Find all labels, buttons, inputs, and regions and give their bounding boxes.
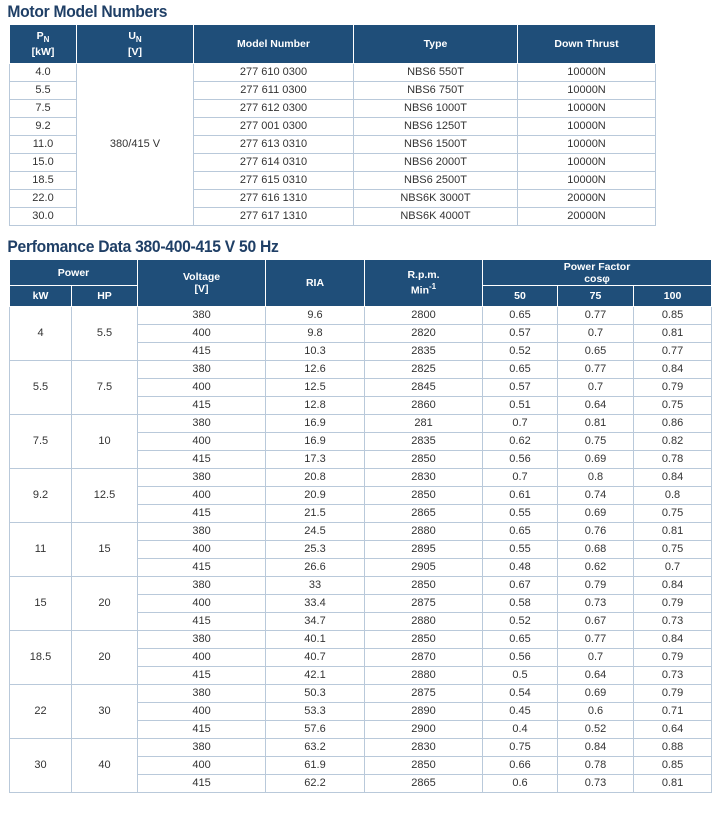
cell-voltage: 380: [138, 307, 266, 325]
cell-voltage: 380: [138, 523, 266, 541]
cell-model-number: 277 001 0300: [194, 118, 354, 136]
table-row: [10, 64, 656, 82]
cell-ria: 40.1: [266, 631, 365, 649]
cell-pn: 4.0: [10, 64, 77, 82]
cell-pf-75: 0.76: [558, 523, 634, 541]
cell-voltage: 400: [138, 757, 266, 775]
cell-hp: 7.5: [72, 361, 138, 415]
table-row: [10, 577, 712, 595]
cell-pf-50: 0.57: [483, 379, 558, 397]
cell-pf-75: 0.65: [558, 343, 634, 361]
cell-pn: 11.0: [10, 136, 77, 154]
cell-pf-100: 0.79: [634, 595, 712, 613]
cell-ria: 62.2: [266, 775, 365, 793]
cell-rpm: 2825: [365, 361, 483, 379]
cell-rpm: 281: [365, 415, 483, 433]
cell-voltage: 415: [138, 775, 266, 793]
cell-down-thrust: 10000N: [518, 136, 656, 154]
header-model-number: Model Number: [194, 25, 354, 64]
cell-pf-75: 0.7: [558, 325, 634, 343]
cell-pf-100: 0.81: [634, 775, 712, 793]
cell-type: NBS6 1500T: [354, 136, 518, 154]
cell-pf-50: 0.65: [483, 361, 558, 379]
cell-rpm: 2850: [365, 631, 483, 649]
cell-pf-100: 0.8: [634, 487, 712, 505]
performance-table: [9, 259, 712, 793]
cell-down-thrust: 20000N: [518, 190, 656, 208]
cell-pn: 22.0: [10, 190, 77, 208]
cell-ria: 9.8: [266, 325, 365, 343]
cell-voltage: 415: [138, 559, 266, 577]
cell-pf-50: 0.54: [483, 685, 558, 703]
cell-voltage: 415: [138, 505, 266, 523]
cell-pf-50: 0.56: [483, 451, 558, 469]
cell-voltage: 415: [138, 343, 266, 361]
cell-pf-100: 0.75: [634, 541, 712, 559]
header-hp: HP: [72, 286, 138, 307]
cell-ria: 57.6: [266, 721, 365, 739]
motor-section-title: Motor Model Numbers: [7, 2, 168, 21]
cell-pf-50: 0.55: [483, 541, 558, 559]
header-kw: kW: [10, 286, 72, 307]
cell-pf-100: 0.82: [634, 433, 712, 451]
cell-ria: 61.9: [266, 757, 365, 775]
header-pf-75: 75: [558, 286, 634, 307]
cell-pf-50: 0.7: [483, 415, 558, 433]
cell-pf-100: 0.78: [634, 451, 712, 469]
cell-pf-75: 0.67: [558, 613, 634, 631]
cell-model-number: 277 616 1310: [194, 190, 354, 208]
cell-pf-50: 0.5: [483, 667, 558, 685]
cell-rpm: 2895: [365, 541, 483, 559]
cell-type: NBS6 750T: [354, 82, 518, 100]
cell-hp: 40: [72, 739, 138, 793]
cell-model-number: 277 613 0310: [194, 136, 354, 154]
cell-voltage: 380: [138, 415, 266, 433]
cell-voltage: 380: [138, 631, 266, 649]
cell-pf-100: 0.84: [634, 631, 712, 649]
cell-pf-50: 0.57: [483, 325, 558, 343]
cell-pf-75: 0.62: [558, 559, 634, 577]
cell-ria: 16.9: [266, 433, 365, 451]
table-row: [10, 739, 712, 757]
cell-voltage: 380/415 V: [77, 64, 194, 226]
cell-hp: 12.5: [72, 469, 138, 523]
cell-pf-100: 0.79: [634, 685, 712, 703]
cell-pf-100: 0.84: [634, 469, 712, 487]
header-down-thrust: Down Thrust: [518, 25, 656, 64]
cell-pf-75: 0.7: [558, 379, 634, 397]
cell-pf-50: 0.61: [483, 487, 558, 505]
cell-rpm: 2830: [365, 739, 483, 757]
cell-rpm: 2865: [365, 505, 483, 523]
cell-pf-75: 0.69: [558, 451, 634, 469]
cell-pn: 30.0: [10, 208, 77, 226]
cell-down-thrust: 10000N: [518, 118, 656, 136]
table-row: [10, 361, 712, 379]
cell-pf-75: 0.8: [558, 469, 634, 487]
cell-pf-100: 0.79: [634, 649, 712, 667]
cell-hp: 15: [72, 523, 138, 577]
cell-ria: 17.3: [266, 451, 365, 469]
cell-kw: 15: [10, 577, 72, 631]
cell-pf-100: 0.73: [634, 667, 712, 685]
cell-pf-100: 0.73: [634, 613, 712, 631]
cell-pf-50: 0.6: [483, 775, 558, 793]
cell-voltage: 400: [138, 325, 266, 343]
perf-section-title: Perfomance Data 380-400-415 V 50 Hz: [7, 237, 279, 256]
cell-pf-100: 0.7: [634, 559, 712, 577]
header-type: Type: [354, 25, 518, 64]
cell-voltage: 415: [138, 451, 266, 469]
cell-ria: 33: [266, 577, 365, 595]
cell-rpm: 2880: [365, 667, 483, 685]
cell-down-thrust: 10000N: [518, 82, 656, 100]
cell-pf-50: 0.67: [483, 577, 558, 595]
cell-down-thrust: 10000N: [518, 64, 656, 82]
header-ria: RIA: [266, 260, 365, 307]
cell-rpm: 2820: [365, 325, 483, 343]
cell-rpm: 2830: [365, 469, 483, 487]
cell-rpm: 2850: [365, 487, 483, 505]
cell-pf-50: 0.45: [483, 703, 558, 721]
cell-pf-100: 0.75: [634, 397, 712, 415]
cell-rpm: 2880: [365, 613, 483, 631]
header-pf-100: 100: [634, 286, 712, 307]
cell-ria: 34.7: [266, 613, 365, 631]
cell-pf-50: 0.62: [483, 433, 558, 451]
cell-pf-75: 0.52: [558, 721, 634, 739]
cell-type: NBS6 550T: [354, 64, 518, 82]
cell-rpm: 2875: [365, 685, 483, 703]
cell-ria: 20.9: [266, 487, 365, 505]
cell-voltage: 380: [138, 739, 266, 757]
cell-pf-75: 0.81: [558, 415, 634, 433]
cell-rpm: 2850: [365, 757, 483, 775]
cell-voltage: 415: [138, 667, 266, 685]
cell-voltage: 400: [138, 703, 266, 721]
cell-rpm: 2865: [365, 775, 483, 793]
cell-pf-75: 0.64: [558, 667, 634, 685]
cell-pf-50: 0.55: [483, 505, 558, 523]
cell-rpm: 2860: [365, 397, 483, 415]
cell-pf-100: 0.64: [634, 721, 712, 739]
cell-kw: 18.5: [10, 631, 72, 685]
table-row: [10, 415, 712, 433]
header-pn: $P_N$ [kW]: [10, 25, 77, 64]
cell-hp: 5.5: [72, 307, 138, 361]
header-rpm: R.p.m. Min$^{-1}$: [365, 260, 483, 307]
cell-voltage: 380: [138, 469, 266, 487]
cell-type: NBS6K 4000T: [354, 208, 518, 226]
cell-pf-75: 0.7: [558, 649, 634, 667]
cell-pf-75: 0.84: [558, 739, 634, 757]
cell-pf-50: 0.4: [483, 721, 558, 739]
cell-pn: 5.5: [10, 82, 77, 100]
perf-header-row-1: [10, 260, 712, 286]
cell-pf-75: 0.77: [558, 361, 634, 379]
cell-kw: 30: [10, 739, 72, 793]
cell-type: NBS6 2500T: [354, 172, 518, 190]
table-row: [10, 307, 712, 325]
cell-rpm: 2880: [365, 523, 483, 541]
cell-rpm: 2870: [365, 649, 483, 667]
cell-pf-75: 0.77: [558, 631, 634, 649]
cell-hp: 20: [72, 577, 138, 631]
cell-pf-50: 0.65: [483, 631, 558, 649]
cell-pf-75: 0.74: [558, 487, 634, 505]
cell-rpm: 2835: [365, 343, 483, 361]
cell-pf-100: 0.81: [634, 523, 712, 541]
cell-ria: 50.3: [266, 685, 365, 703]
cell-voltage: 400: [138, 649, 266, 667]
cell-type: NBS6K 3000T: [354, 190, 518, 208]
cell-pf-50: 0.58: [483, 595, 558, 613]
cell-pn: 15.0: [10, 154, 77, 172]
cell-pf-75: 0.79: [558, 577, 634, 595]
cell-ria: 40.7: [266, 649, 365, 667]
cell-voltage: 415: [138, 721, 266, 739]
cell-pf-100: 0.81: [634, 325, 712, 343]
cell-model-number: 277 617 1310: [194, 208, 354, 226]
cell-ria: 12.5: [266, 379, 365, 397]
cell-pf-75: 0.75: [558, 433, 634, 451]
table-row: [10, 631, 712, 649]
cell-pf-100: 0.88: [634, 739, 712, 757]
cell-pf-75: 0.69: [558, 685, 634, 703]
cell-ria: 33.4: [266, 595, 365, 613]
cell-ria: 63.2: [266, 739, 365, 757]
cell-down-thrust: 10000N: [518, 100, 656, 118]
cell-model-number: 277 611 0300: [194, 82, 354, 100]
cell-ria: 24.5: [266, 523, 365, 541]
cell-pf-50: 0.52: [483, 343, 558, 361]
cell-model-number: 277 612 0300: [194, 100, 354, 118]
cell-kw: 9.2: [10, 469, 72, 523]
cell-pf-100: 0.84: [634, 361, 712, 379]
cell-pf-50: 0.51: [483, 397, 558, 415]
cell-pn: 18.5: [10, 172, 77, 190]
cell-hp: 30: [72, 685, 138, 739]
motor-model-table: [9, 24, 656, 226]
cell-rpm: 2845: [365, 379, 483, 397]
cell-pf-50: 0.52: [483, 613, 558, 631]
cell-ria: 53.3: [266, 703, 365, 721]
cell-type: NBS6 2000T: [354, 154, 518, 172]
cell-rpm: 2890: [365, 703, 483, 721]
cell-type: NBS6 1000T: [354, 100, 518, 118]
cell-pf-75: 0.6: [558, 703, 634, 721]
cell-ria: 12.6: [266, 361, 365, 379]
cell-ria: 10.3: [266, 343, 365, 361]
cell-voltage: 400: [138, 595, 266, 613]
cell-voltage: 400: [138, 487, 266, 505]
cell-voltage: 415: [138, 397, 266, 415]
cell-voltage: 415: [138, 613, 266, 631]
cell-voltage: 380: [138, 361, 266, 379]
cell-ria: 42.1: [266, 667, 365, 685]
motor-table-header-row: [10, 25, 656, 64]
cell-model-number: 277 610 0300: [194, 64, 354, 82]
cell-pf-50: 0.65: [483, 523, 558, 541]
header-power-factor: Power Factor cosφ: [483, 260, 712, 286]
cell-pf-100: 0.77: [634, 343, 712, 361]
cell-rpm: 2835: [365, 433, 483, 451]
cell-pf-100: 0.84: [634, 577, 712, 595]
header-voltage: Voltage [V]: [138, 260, 266, 307]
cell-pf-75: 0.78: [558, 757, 634, 775]
cell-pf-100: 0.71: [634, 703, 712, 721]
cell-down-thrust: 20000N: [518, 208, 656, 226]
cell-down-thrust: 10000N: [518, 172, 656, 190]
cell-rpm: 2905: [365, 559, 483, 577]
cell-model-number: 277 615 0310: [194, 172, 354, 190]
cell-pf-50: 0.7: [483, 469, 558, 487]
cell-ria: 16.9: [266, 415, 365, 433]
cell-pf-75: 0.68: [558, 541, 634, 559]
cell-voltage: 380: [138, 685, 266, 703]
cell-type: NBS6 1250T: [354, 118, 518, 136]
cell-pf-50: 0.66: [483, 757, 558, 775]
cell-pf-50: 0.56: [483, 649, 558, 667]
header-un: $U_N$ [V]: [77, 25, 194, 64]
header-power: Power: [10, 260, 138, 286]
cell-rpm: 2875: [365, 595, 483, 613]
cell-pn: 7.5: [10, 100, 77, 118]
table-row: [10, 469, 712, 487]
cell-rpm: 2850: [365, 451, 483, 469]
cell-ria: 21.5: [266, 505, 365, 523]
cell-hp: 20: [72, 631, 138, 685]
cell-ria: 20.8: [266, 469, 365, 487]
cell-down-thrust: 10000N: [518, 154, 656, 172]
cell-pf-75: 0.69: [558, 505, 634, 523]
cell-kw: 4: [10, 307, 72, 361]
cell-rpm: 2900: [365, 721, 483, 739]
cell-voltage: 400: [138, 433, 266, 451]
cell-pf-75: 0.73: [558, 775, 634, 793]
cell-pn: 9.2: [10, 118, 77, 136]
table-row: [10, 685, 712, 703]
cell-rpm: 2800: [365, 307, 483, 325]
cell-ria: 26.6: [266, 559, 365, 577]
cell-pf-100: 0.85: [634, 307, 712, 325]
cell-pf-50: 0.75: [483, 739, 558, 757]
cell-pf-100: 0.86: [634, 415, 712, 433]
cell-voltage: 400: [138, 379, 266, 397]
header-pf-50: 50: [483, 286, 558, 307]
cell-hp: 10: [72, 415, 138, 469]
cell-ria: 12.8: [266, 397, 365, 415]
cell-pf-100: 0.75: [634, 505, 712, 523]
cell-voltage: 400: [138, 541, 266, 559]
cell-rpm: 2850: [365, 577, 483, 595]
cell-kw: 5.5: [10, 361, 72, 415]
cell-pf-75: 0.73: [558, 595, 634, 613]
cell-pf-75: 0.77: [558, 307, 634, 325]
cell-kw: 22: [10, 685, 72, 739]
cell-pf-100: 0.79: [634, 379, 712, 397]
cell-voltage: 380: [138, 577, 266, 595]
cell-pf-50: 0.48: [483, 559, 558, 577]
cell-pf-100: 0.85: [634, 757, 712, 775]
table-row: [10, 523, 712, 541]
cell-ria: 25.3: [266, 541, 365, 559]
cell-ria: 9.6: [266, 307, 365, 325]
cell-kw: 11: [10, 523, 72, 577]
cell-kw: 7.5: [10, 415, 72, 469]
cell-pf-75: 0.64: [558, 397, 634, 415]
cell-pf-50: 0.65: [483, 307, 558, 325]
cell-model-number: 277 614 0310: [194, 154, 354, 172]
